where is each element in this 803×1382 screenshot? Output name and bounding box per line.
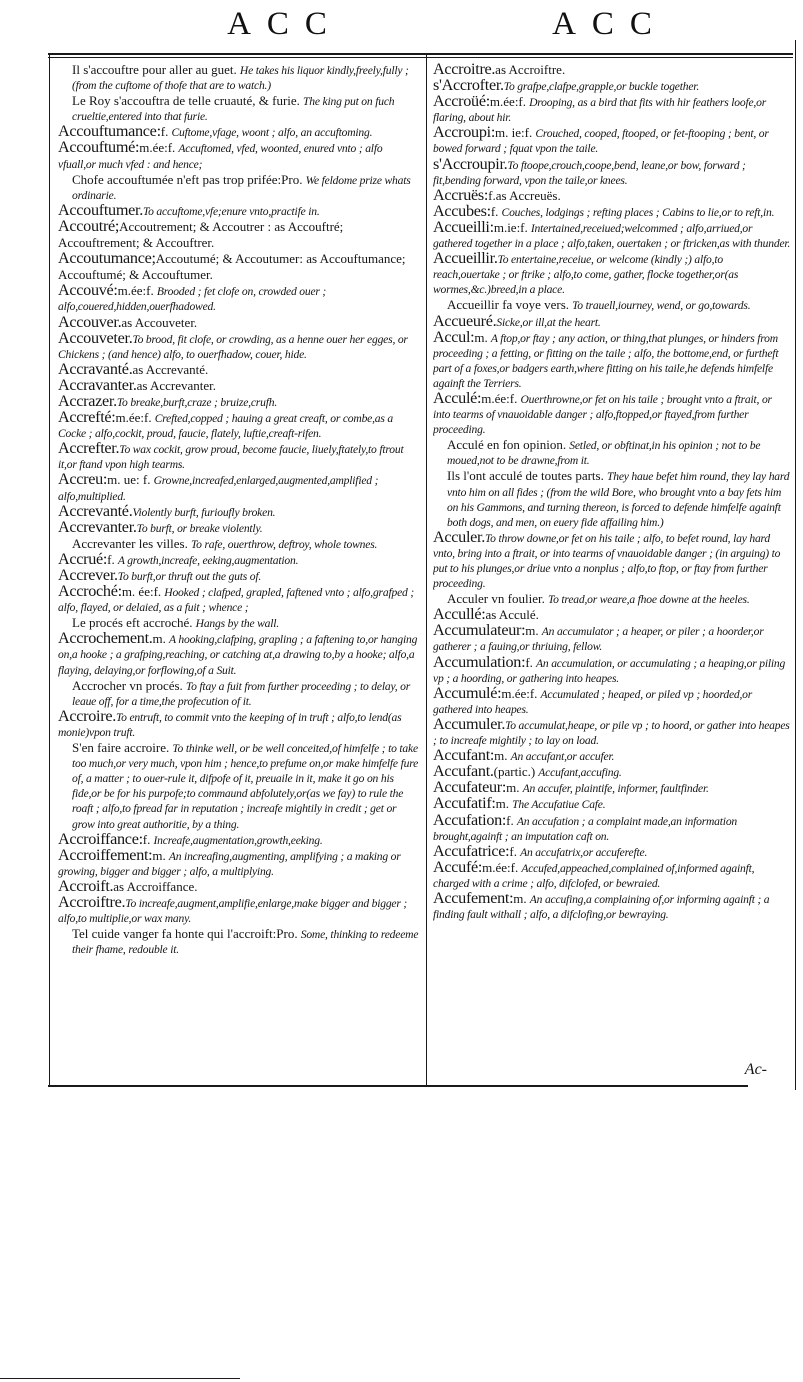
entry-headword: Accueilli: <box>433 217 494 236</box>
entry-headword: Accufé: <box>433 857 483 876</box>
dictionary-entry <box>433 591 791 607</box>
entry-headword: Accroupi: <box>433 123 496 142</box>
entry-definition: An accufatrix,or accuferefte. <box>520 845 648 859</box>
header-rule <box>48 53 793 55</box>
entry-definition: Accuftomed, vfed, woonted, enured vnto ; alfo vfuall,or much vfed : and hence; <box>58 142 383 171</box>
dictionary-entry <box>433 437 791 468</box>
entry-definition: To burft,or thruft out the guts of. <box>117 570 262 583</box>
entry-definition: To thinke well, or be well conceited,of himfelfe ; to take too much,or very much, vpon him ; hence,to prefume on,or make himfelfe fure of, a matter ; to ouer-rule it, difpofe of it, preuaile in it, make it go on his fide,or be for his purpofe;to commaund abfolutely,or(as we fay) to rule the roaft ; alfo,to fpread far in reputation ; increafe mightily in credit ; get or grow into great authoritie, by a thing. <box>72 742 419 831</box>
entry-text: f. <box>506 812 514 828</box>
entry-definition: An accufer, plaintife, informer, faultfinder. <box>522 782 709 796</box>
dictionary-entry <box>433 841 791 860</box>
entry-headword: Accroire. <box>58 706 116 725</box>
dictionary-entry <box>433 154 791 188</box>
entry-definition: We feldome prize whats ordinarie. <box>72 173 411 202</box>
entry-text: f. <box>490 203 499 219</box>
dictionary-entry <box>58 536 420 552</box>
dictionary-entry <box>433 714 791 748</box>
entry-text: f. <box>509 843 517 859</box>
dictionary-entry <box>433 94 791 125</box>
entry-definition: To accumulat,heape, or pile vp ; to hoord, or gather into heapes ; to increafe mightily ; to lay on load. <box>433 718 790 748</box>
entry-text: Accrevanter les villes. <box>72 535 188 551</box>
entry-headword: Accueuré. <box>433 311 497 330</box>
entry-text: Le Roy s'accouftra de telle cruauté, & furie. <box>72 93 300 109</box>
entry-definition: Violently burft, furioufly broken. <box>132 505 276 519</box>
entry-headword: Accrevanté. <box>58 501 133 520</box>
entry-definition: Accufant,accufing. <box>538 766 622 780</box>
dictionary-entry <box>58 328 420 362</box>
entry-text: Le procés eft accroché. <box>72 615 193 631</box>
left-border-rule <box>49 53 50 1085</box>
entry-definition: To burft, or breake violently. <box>136 521 263 535</box>
entry-headword: Accufant: <box>433 746 495 765</box>
entry-headword: Acculer. <box>433 527 485 546</box>
entry-text: as Accouveter. <box>121 314 198 330</box>
dictionary-entry <box>433 327 791 391</box>
entry-text: m.ie:f. <box>493 219 528 235</box>
entry-definition: To entruft, to commit vnto the keeping of in truft ; alfo,to lend(as monie)vpon truft. <box>58 710 402 739</box>
dictionary-entry <box>58 517 420 536</box>
entry-text: f. <box>160 124 169 140</box>
entry-text: Accoutumé; & Accoutumer: as Accouftumance; Accouftumé; & Accouftumer. <box>58 251 406 283</box>
entry-text: m.ée:f. <box>482 859 519 875</box>
entry-headword: Accouvé: <box>58 281 118 300</box>
dictionary-entry <box>58 172 420 203</box>
entry-headword: Accouveter. <box>58 328 133 347</box>
entry-text: m.ée:f. <box>489 94 527 110</box>
entry-headword: Accumulation: <box>433 652 526 671</box>
entry-definition: An accufant,or accufer. <box>510 750 615 764</box>
entry-text: Acculer vn foulier. <box>447 591 545 607</box>
dictionary-entry <box>433 388 791 437</box>
entry-definition: A ftop,or ftay ; any action, or thing,that plunges, or hinders from proceeding ; a fetting, or fitting on the taile ; alfo, the bottome,end, or furtheft part of a foxes,or badgers earth,where fitting on his taile,he defends himfelfe againft the Terriers. <box>433 331 779 390</box>
entry-definition: Ouerthrowne,or fet on his taile ; brought vnto a ftrait, or into tearms of vnauoidable danger ; alfo,ftopped,or ftayed,from further proceeding. <box>433 392 772 437</box>
entry-headword: Accrué: <box>58 549 108 568</box>
entry-definition: Cuftome,vfage, woont ; alfo, an accuftoming. <box>171 126 373 140</box>
entry-headword: Accroüé: <box>433 92 490 111</box>
entry-text: (partic.) <box>493 764 536 780</box>
entry-headword: Accullé: <box>433 605 486 624</box>
entry-text: m. <box>152 631 166 647</box>
entry-definition: Crouched, cooped, ftooped, or fet-ftooping ; bent, or bowed forward ; fquat vpon the taile. <box>433 127 769 156</box>
entry-definition: To wax cockit, grow proud, become faucie, liuely,ftately,to ftrout it,or ftand vpon high tearms. <box>58 443 404 472</box>
entry-headword: Accoutumance; <box>58 249 156 268</box>
entry-text: as Accroiftre. <box>495 62 566 77</box>
entry-definition: The Accufatiue Cafe. <box>512 798 606 812</box>
entry-headword: Accrevanter. <box>58 517 137 536</box>
entry-headword: Accueillir. <box>433 249 498 268</box>
entry-headword: Accumuler. <box>433 714 506 733</box>
dictionary-entry <box>433 683 791 717</box>
right-column <box>433 62 791 1090</box>
entry-text: as Accrevanté. <box>132 361 209 377</box>
entry-headword: Accrefté: <box>58 408 116 427</box>
dictionary-entry <box>58 93 420 124</box>
entry-text: m.ée:f. <box>139 140 176 156</box>
dictionary-entry <box>433 527 791 591</box>
entry-headword: Accroiftre. <box>58 892 126 911</box>
entry-definition: An accumulator ; a heaper, or piler ; a hoorder,or gatherer ; a fauing,or thriuing, fellow. <box>433 625 764 654</box>
entry-headword: Accubes: <box>433 201 491 220</box>
entry-definition: To increafe,augment,amplifie,enlarge,make bigger and bigger ; alfo,to multiplie,or wax many. <box>58 896 408 926</box>
entry-definition: Sicke,or ill,at the heart. <box>496 315 601 329</box>
dictionary-entry <box>58 845 420 879</box>
bottom-fragment-rule <box>0 1378 240 1379</box>
dictionary-entry <box>58 631 420 677</box>
entry-text: m. <box>495 796 509 812</box>
running-head-left: ACC <box>227 6 343 42</box>
dictionary-entry <box>58 140 420 171</box>
entry-headword: Accufement: <box>433 888 514 907</box>
entry-definition: An accufing,a complaining of,or informing againft ; a finding fault withall ; alfo, a difclofing,or bewraying. <box>433 892 770 922</box>
dictionary-entry <box>58 892 420 926</box>
entry-headword: Accufatrice: <box>433 841 510 860</box>
entry-headword: Accroché: <box>58 582 122 601</box>
entry-text: m. ue: f. <box>107 472 151 488</box>
entry-definition: To throw downe,or fet on his taile ; alfo, to befet round, lay hard vnto, bring into a ftrait, or into tearms of vnauoidable danger ; (in arguing) to put to his plunges,or driue vnto a nonplus ; alfo,to ftop, or ftay from further proceeding. <box>433 531 781 591</box>
dictionary-entry <box>433 251 791 297</box>
entry-definition: Accumulated ; heaped, or piled vp ; hoorded,or gathered into heapes. <box>433 687 753 716</box>
entry-headword: s'Accroupir. <box>433 154 508 173</box>
entry-text: m. <box>152 847 166 863</box>
entry-definition: To tread,or weare,a fhoe downe at the heeles. <box>547 593 750 607</box>
entry-text: Chofe accouftumée n'eft pas trop prifée:Pro. <box>72 171 303 187</box>
entry-headword: Accroiffance: <box>58 829 143 848</box>
dictionary-entry <box>433 468 791 529</box>
entry-text: m. ée:f. <box>121 584 162 600</box>
dictionary-entry <box>58 251 420 283</box>
entry-text: S'en faire accroire. <box>72 740 170 756</box>
dictionary-entry <box>58 216 420 251</box>
dictionary-entry <box>433 217 791 251</box>
entry-definition: Couches, lodgings ; refting places ; Cabins to lie,or to reft,in. <box>501 205 775 219</box>
entry-headword: Accufatif: <box>433 794 496 813</box>
dictionary-entry <box>58 472 420 503</box>
entry-definition: To ftay a fuit from further proceeding ; to delay, or leaue off, for a time,the profecution of it. <box>72 679 411 708</box>
dictionary-entry <box>58 584 420 615</box>
entry-definition: They haue befet him round, they lay hard vnto him on all fides ; (from the wild Bore, who brought vnto a bay fets him on his Gammons, and turning thereon, is forced to defende himfelfe againft both dogs, and men, on euery fide affailing him.) <box>447 470 790 529</box>
entry-definition: An increafing,augmenting, amplifying ; a making or growing, bigger and bigger ; alfo, a multiplying. <box>58 849 401 878</box>
dictionary-entry <box>58 706 420 740</box>
dictionary-entry <box>433 888 791 922</box>
entry-text: f. <box>525 654 533 670</box>
entry-text: Il s'accouftre pour aller au guet. <box>72 62 237 77</box>
entry-headword: Accroiffement: <box>58 845 153 864</box>
dictionary-entry <box>433 652 791 686</box>
entry-definition: The king put on fuch crueltie,entered into that furie. <box>72 95 395 124</box>
entry-text: f. <box>107 551 115 567</box>
entry-definition: Crefted,copped ; hauing a great creaft, or combe,as a Cocke ; alfo,cockit, proud, faucie, flately, luftie,creaft-rifen. <box>58 412 394 441</box>
entry-text: Ils l'ont acculé de toutes parts. <box>447 468 604 484</box>
entry-headword: Accruës: <box>433 185 489 204</box>
entry-headword: Accrefter. <box>58 439 120 458</box>
dictionary-entry <box>433 623 791 654</box>
entry-definition: An accumulation, or accumulating ; a heaping,or piling vp ; a hoording, or gathering into heapes. <box>433 656 786 685</box>
entry-headword: Accravanter. <box>58 375 137 394</box>
entry-definition: To rafe, ouerthrow, deftroy, whole townes. <box>190 537 378 551</box>
entry-headword: Accufation: <box>433 810 507 829</box>
dictionary-entry <box>58 283 420 314</box>
entry-text: m.ée:f. <box>501 685 538 701</box>
entry-headword: Accravanté. <box>58 359 133 378</box>
column-divider <box>426 55 427 1085</box>
entry-definition: Drooping, as a bird that fits with hir feathers loofe,or flaring, about hir. <box>433 96 767 125</box>
entry-definition: Brooded ; fet clofe on, crowded ouer ; alfo,couered,hidden,ouerfhadowed. <box>58 285 327 314</box>
entry-text: m. ie:f. <box>495 125 533 141</box>
entry-definition: Hooked ; clafped, grapled, faftened vnto ; alfo,grafped ; alfo, flayed, or delaied, as a fuit ; whence ; <box>58 586 414 615</box>
entry-headword: Accrochement. <box>58 629 153 648</box>
entry-text: m.ée:f. <box>115 410 152 426</box>
entry-headword: Accoutré; <box>58 216 120 235</box>
entry-definition: To entertaine,receiue, or welcome (kindly ;) alfo,to reach,ouertake ; or ftrike ; alfo,to come, gather, flocke together,or(as wormes,&c.)breed,in a place. <box>433 253 739 297</box>
entry-headword: Accumulé: <box>433 683 502 702</box>
entry-text: m. <box>506 780 520 796</box>
entry-definition: An accufation ; a complaint made,an information brought,againft ; an imputation caft on. <box>433 814 738 843</box>
dictionary-entry <box>58 678 420 709</box>
entry-headword: Accreu: <box>58 470 108 489</box>
dictionary-entry <box>433 125 791 156</box>
dictionary-entry <box>58 740 420 832</box>
entry-headword: Accroitre. <box>433 62 496 78</box>
right-border-rule <box>795 40 796 1090</box>
dictionary-entry <box>433 311 791 330</box>
entry-definition: A hooking,clafping, grapling ; a faftening to,or hanging on,a hooke ; a grafping,reaching, or catching at,a drawing to,by a hooke; alfo,a flaying, delaying,or forflowing,of a Suit. <box>58 633 418 677</box>
entry-definition: To grafpe,clafpe,grapple,or buckle together. <box>503 80 700 94</box>
left-column <box>58 62 420 1090</box>
entry-definition: Growne,increafed,enlarged,augmented,amplified ; alfo,multiplied. <box>58 474 379 503</box>
entry-definition: To ftoope,crouch,coope,bend, leane,or bow, forward ; fit,bending forward, vpon the taile,or knees. <box>433 158 746 187</box>
entry-definition: Some, thinking to redeeme their fhame, redouble it. <box>72 928 419 957</box>
entry-text: Accrocher vn procés. <box>72 677 183 693</box>
entry-definition: Intertained,receiued;welcommed ; alfo,arriued,or gathered together in a place ; alfo,taken, ouertaken ; or ftricken,as with thunder. <box>433 221 791 251</box>
entry-definition: To accuftome,vfe;enure vnto,practife in. <box>142 204 320 218</box>
entry-headword: Accrazer. <box>58 391 117 410</box>
entry-text: Tel cuide vanger fa honte qui l'accroift:Pro. <box>72 926 298 942</box>
entry-definition: Increafe,augmentation,growth,eeking. <box>153 833 323 847</box>
entry-text: Accueillir fa voye vers. <box>447 297 570 313</box>
entry-definition: He takes his liquor kindly,freely,fully ;(from the cuftome of thofe that are to watch.) <box>72 64 409 93</box>
entry-headword: Accouver. <box>58 312 122 331</box>
entry-text: m.ée:f. <box>481 390 518 406</box>
dictionary-entry <box>58 62 420 93</box>
dictionary-entry <box>58 441 420 472</box>
dictionary-entry <box>58 410 420 441</box>
entry-text: m. <box>525 623 539 639</box>
entry-headword: Accufateur: <box>433 778 507 797</box>
entry-definition: Accufed,appeached,complained of,informed againft, charged with a crime ; alfo, difclofed, or bewraied. <box>433 861 755 890</box>
dictionary-entry <box>58 926 420 957</box>
entry-text: Acculé en fon opinion. <box>447 437 567 453</box>
entry-headword: Accufant. <box>433 762 494 781</box>
dictionary-entry <box>433 857 791 891</box>
entry-headword: Accouftumer. <box>58 200 143 219</box>
entry-headword: Accumulateur: <box>433 621 526 640</box>
entry-headword: Acculé: <box>433 388 482 407</box>
entry-text: m. <box>513 890 527 906</box>
entry-headword: Accrever. <box>58 566 118 584</box>
entry-headword: Accouftumance: <box>58 122 161 141</box>
entry-text: f.as Accreuës. <box>488 187 561 203</box>
entry-text: f. <box>142 831 151 847</box>
entry-definition: To brood, fit clofe, or crowding, as a henne ouer her egges, or Chickens ; (and hence) alfo, to ouerfhadow, couer, hide. <box>58 332 408 361</box>
entry-text: m.ée:f. <box>117 283 154 299</box>
entry-definition: Setled, or obftinat,in his opinion ; not to be moued,not to be drawne,from it. <box>447 439 761 468</box>
header-rule-thin <box>48 57 793 58</box>
entry-text: Accoutrement; & Accoutrer : as Accouftré; Accouftrement; & Accouftrer. <box>58 218 344 251</box>
entry-headword: Accul: <box>433 327 475 346</box>
entry-headword: Accouftumé: <box>58 138 140 157</box>
entry-text: m. <box>474 329 488 345</box>
entry-text: as Accrevanter. <box>136 377 217 393</box>
dictionary-entry <box>433 810 791 844</box>
entry-definition: To breake,burft,craze ; bruize,crufh. <box>116 395 278 409</box>
entry-headword: Accroift. <box>58 876 114 895</box>
entry-text: m. <box>494 748 508 764</box>
entry-text: as Acculé. <box>485 607 539 623</box>
running-head-right: ACC <box>552 6 668 42</box>
entry-definition: To trauell,iourney, wend, or go,towards. <box>572 299 751 313</box>
entry-definition: A growth,increafe, eeking,augmentation. <box>117 553 299 567</box>
entry-definition: Hangs by the wall. <box>195 617 279 631</box>
catchword: Ac- <box>744 1061 767 1078</box>
entry-text: as Accroiffance. <box>113 878 198 894</box>
entry-headword: s'Accrofter. <box>433 76 504 95</box>
